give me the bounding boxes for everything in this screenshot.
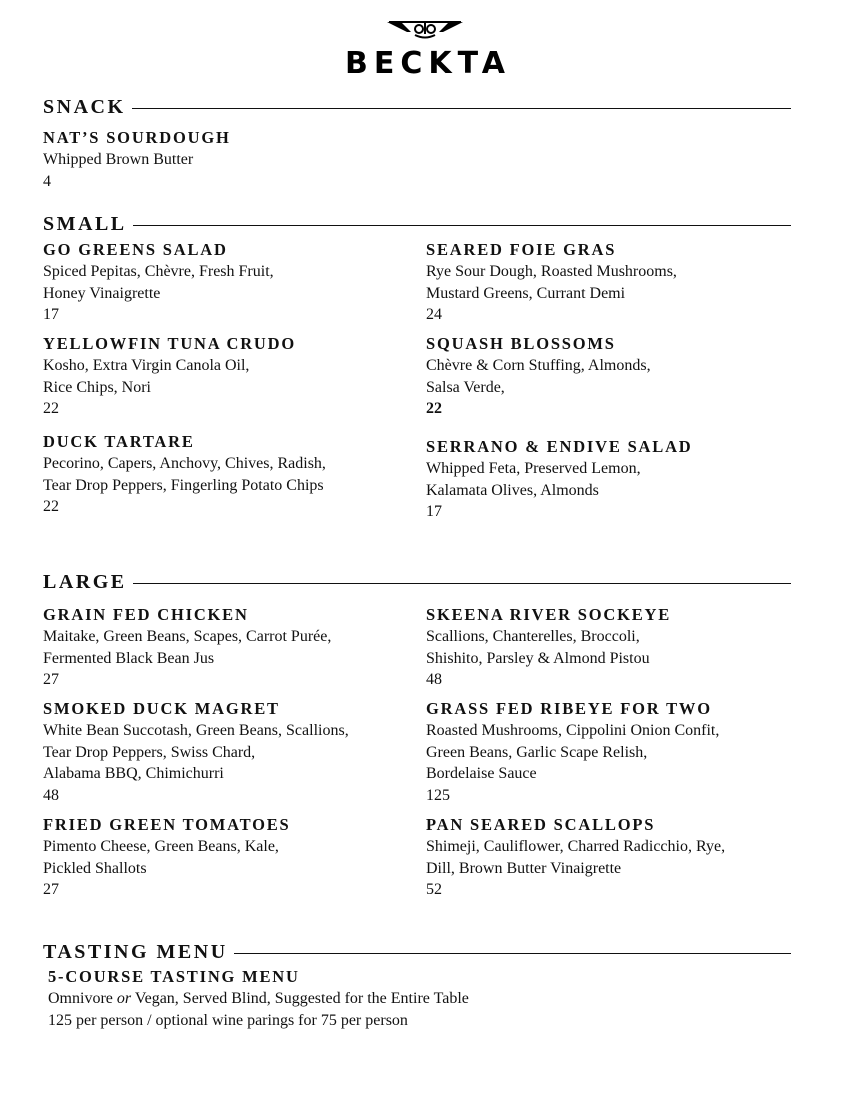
menu-item — [43, 127, 403, 192]
item-description-line: Shishito, Parsley & Almond Pistou — [426, 649, 650, 667]
item-description-line: White Bean Succotash, Green Beans, Scallions, — [43, 722, 349, 739]
item-description-line: Shimeji, Cauliflower, Charred Radicchio, Rye, — [426, 838, 726, 855]
menu-item — [43, 239, 403, 326]
item-description — [426, 836, 786, 879]
item-description-line: Pickled Shallots — [43, 859, 147, 877]
item-name: 5-COURSE TASTING MENU — [48, 967, 300, 986]
section-divider — [133, 225, 791, 226]
item-description-line: Scallions, Chanterelles, Broccoli, — [426, 628, 640, 645]
item-description-line: Green Beans, Garlic Scape Relish, — [426, 743, 648, 761]
item-description-line: Tear Drop Peppers, Swiss Chard, — [43, 743, 256, 761]
menu-item — [426, 239, 786, 326]
item-price: 17 — [43, 306, 59, 323]
item-description-line: Whipped Brown Butter — [43, 151, 194, 168]
item-description-line: Kalamata Olives, Almonds — [426, 481, 599, 499]
item-description-line: Pecorino, Capers, Anchovy, Chives, Radish, — [43, 455, 326, 472]
item-description — [426, 626, 786, 669]
item-description — [48, 988, 788, 1031]
menu-item — [43, 814, 403, 901]
item-description-line: Kosho, Extra Virgin Canola Oil, — [43, 357, 250, 374]
ornament-crest-icon — [385, 18, 465, 40]
menu-item — [426, 814, 786, 901]
item-name: YELLOWFIN TUNA CRUDO — [43, 334, 296, 353]
item-description-line — [48, 988, 788, 1010]
section-divider — [132, 108, 791, 109]
item-name: SMOKED DUCK MAGRET — [43, 699, 280, 718]
item-name: SQUASH BLOSSOMS — [426, 334, 616, 353]
menu-item — [426, 698, 786, 806]
menu-item — [43, 431, 403, 518]
item-price: 52 — [426, 881, 442, 898]
item-description — [43, 355, 403, 398]
menu-item — [43, 604, 403, 691]
item-name: SERRANO & ENDIVE SALAD — [426, 437, 693, 456]
item-description-line: Whipped Feta, Preserved Lemon, — [426, 460, 641, 477]
item-name: DUCK TARTARE — [43, 432, 195, 451]
section-title: SMALL — [43, 213, 127, 235]
section-title: TASTING MENU — [43, 941, 228, 963]
item-description-line: Roasted Mushrooms, Cippolini Onion Confit, — [426, 722, 720, 739]
section-divider — [234, 953, 791, 954]
item-description-line: Spiced Pepitas, Chèvre, Fresh Fruit, — [43, 263, 274, 280]
item-description — [43, 626, 403, 669]
item-description — [43, 836, 403, 879]
item-price: 48 — [43, 786, 59, 804]
item-description — [43, 261, 403, 304]
item-name: PAN SEARED SCALLOPS — [426, 815, 656, 834]
item-price: 17 — [426, 503, 442, 520]
item-description-line: Salsa Verde, — [426, 378, 505, 396]
item-description — [426, 458, 786, 501]
item-description — [426, 720, 786, 785]
item-description-line: Tear Drop Peppers, Fingerling Potato Chips — [43, 476, 324, 494]
section-header-small — [43, 213, 791, 236]
item-price: 22 — [43, 498, 59, 515]
text-run: Omnivore — [48, 990, 117, 1007]
section-header-large — [43, 571, 791, 594]
section-divider — [133, 583, 791, 584]
menu-item — [43, 333, 403, 420]
text-run-italic: or — [116, 990, 132, 1007]
item-price: 125 — [426, 786, 450, 804]
item-description-line: Honey Vinaigrette — [43, 284, 161, 302]
item-name: GO GREENS SALAD — [43, 240, 228, 259]
section-title: LARGE — [43, 571, 127, 593]
item-name: NAT’S SOURDOUGH — [43, 128, 231, 147]
item-description — [426, 261, 786, 304]
section-header-snack — [43, 96, 791, 119]
item-description-line: Rice Chips, Nori — [43, 378, 151, 396]
item-description-line: Dill, Brown Butter Vinaigrette — [426, 859, 622, 877]
menu-item — [426, 436, 786, 523]
item-description-line: Bordelaise Sauce — [426, 765, 537, 782]
item-price: 27 — [43, 881, 59, 898]
item-description-line: Mustard Greens, Currant Demi — [426, 284, 626, 302]
item-description-line: Rye Sour Dough, Roasted Mushrooms, — [426, 263, 677, 280]
item-description-line: Chèvre & Corn Stuffing, Almonds, — [426, 357, 651, 374]
item-price: 27 — [43, 671, 59, 688]
item-name: GRAIN FED CHICKEN — [43, 605, 249, 624]
item-description — [43, 720, 403, 785]
menu-item — [43, 698, 403, 806]
tasting-menu-item — [48, 966, 788, 1031]
text-run: Vegan, Served Blind, Suggested for the Entire Table — [131, 990, 469, 1007]
item-description — [43, 453, 403, 496]
item-description — [43, 149, 403, 171]
brand-name: BECKTA — [345, 46, 511, 81]
item-price: 4 — [43, 172, 51, 190]
menu-item — [426, 333, 786, 420]
item-description — [426, 355, 786, 398]
brand-logo — [0, 18, 850, 81]
item-description-line: Pimento Cheese, Green Beans, Kale, — [43, 838, 279, 855]
section-header-tasting — [43, 941, 791, 964]
menu-item — [426, 604, 786, 691]
item-description-line: 125 per person / optional wine parings for 75 per person — [48, 1011, 408, 1029]
item-description-line: Alabama BBQ, Chimichurri — [43, 765, 224, 782]
item-name: SEARED FOIE GRAS — [426, 240, 617, 259]
item-price: 22 — [426, 400, 442, 417]
item-name: GRASS FED RIBEYE FOR TWO — [426, 699, 712, 718]
item-description-line: Fermented Black Bean Jus — [43, 649, 215, 667]
item-price: 22 — [43, 400, 59, 417]
section-title: SNACK — [43, 96, 126, 118]
item-name: SKEENA RIVER SOCKEYE — [426, 605, 672, 624]
item-price: 24 — [426, 306, 442, 323]
item-price: 48 — [426, 671, 442, 688]
item-description-line: Maitake, Green Beans, Scapes, Carrot Purée, — [43, 628, 332, 645]
item-name: FRIED GREEN TOMATOES — [43, 815, 291, 834]
